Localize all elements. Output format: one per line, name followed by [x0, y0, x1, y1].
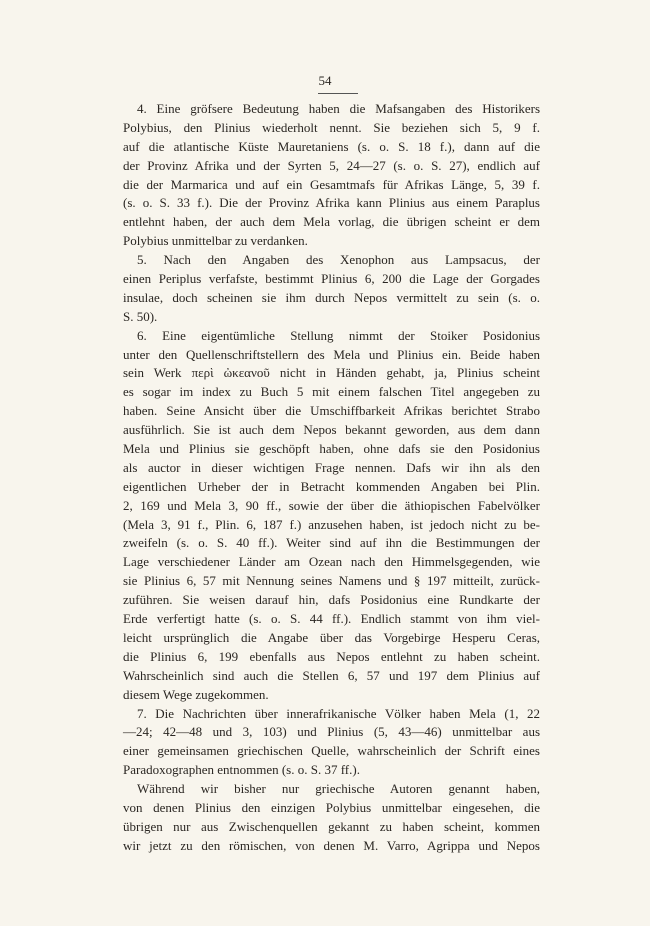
text-line: —24; 42—48 und 3, 103) und Plinius (5, 43—46) unmittelbar aus [123, 724, 540, 740]
text-line: 2, 169 und Mela 3, 90 ff., sowie der über die äthiopischen Fabelvölker [123, 497, 540, 513]
text-line: unter den Quellenschriftstellern des Mela und Plinius ein. Beide haben [123, 346, 540, 362]
text-line: wir jetzt zu den römischen, von denen M. Varro, Agrippa und Nepos [123, 837, 540, 853]
text-line: leicht ursprünglich die Angabe über das Vorgebirge Hesperu Ceras, [123, 629, 540, 645]
text-line: von denen Plinius den einzigen Polybius unmittelbar eingesehen, die [123, 799, 540, 815]
page-number: 54 [318, 73, 332, 88]
text-line: einen Periplus verfafste, bestimmt Plinius 6, 200 die Lage der Gorgades [123, 271, 540, 287]
text-line: ausführlich. Sie ist auch dem Nepos bekannt geworden, aus dem dann [123, 422, 540, 438]
body-text [123, 100, 540, 856]
text-line: 6. Eine eigentümliche Stellung nimmt der Stoiker Posidonius [137, 327, 540, 343]
text-line: die der Marmarica und auf ein Gesamtmafs für Afrikas Länge, 5, 39 f. [123, 176, 540, 192]
text-line: haben. Seine Ansicht über die Umschiffbarkeit Afrikas berichtet Strabo [123, 403, 540, 419]
text-line: zuführen. Sie weisen darauf hin, dafs Posidonius eine Rundkarte der [123, 592, 540, 608]
text-line: Paradoxographen entnommen (s. o. S. 37 ff.). [123, 762, 360, 778]
text-line: S. 50). [123, 308, 158, 324]
text-line: eigentlichen Urheber der in Betracht kommenden Angaben bei Plin. [123, 478, 540, 494]
text-line: sie Plinius 6, 57 mit Nennung seines Namens und § 197 mitteilt, zurück- [123, 573, 540, 589]
text-line: die Plinius 6, 199 ebenfalls aus Nepos entlehnt zu haben scheint. [123, 648, 540, 664]
text-line: Lage verschiedener Länder am Ozean nach den Himmelsgegenden, wie [123, 554, 540, 570]
text-line: (s. o. S. 33 f.). Die der Provinz Afrika kann Plinius aus einem Paraplus [123, 195, 540, 211]
text-line: entlehnt haben, der auch dem Mela vorlag, die übrigen scheint er dem [123, 214, 540, 230]
text-line: 7. Die Nachrichten über innerafrikanische Völker haben Mela (1, 22 [137, 705, 540, 721]
text-line: auf die atlantische Küste Mauretaniens (s. o. S. 18 f.), dann auf die [123, 138, 540, 154]
text-line: Polybius unmittelbar zu verdanken. [123, 233, 308, 249]
text-line: 5. Nach den Angaben des Xenophon aus Lampsacus, der [137, 252, 540, 268]
text-line: insulae, doch scheinen sie ihm durch Nepos vermittelt zu sein (s. o. [123, 289, 540, 305]
text-line: übrigen nur aus Zwischenquellen gekannt zu haben scheint, kommen [123, 818, 540, 834]
text-line: es sogar im index zu Buch 5 mit einem falschen Titel angegeben zu [123, 384, 540, 400]
text-line: der Provinz Afrika und der Syrten 5, 24—27 (s. o. S. 27), endlich auf [123, 157, 540, 173]
text-line: Mela und Plinius sie geschöpft haben, ohne dafs sie den Posidonius [123, 441, 540, 457]
text-line: Erde verfertigt hatte (s. o. S. 44 ff.). Endlich stammt von ihm viel- [123, 611, 540, 627]
text-line: Während wir bisher nur griechische Autoren genannt haben, [137, 781, 540, 797]
text-line: (Mela 3, 91 f., Plin. 6, 187 f.) anzusehen haben, ist jedoch nicht zu be- [123, 516, 540, 532]
text-line: sein Werk περὶ ὠκεανοῦ nicht in Händen gehabt, ja, Plinius scheint [123, 365, 540, 381]
text-line: diesem Wege zugekommen. [123, 686, 269, 702]
text-line: als auctor in dieser wichtigen Frage nennen. Dafs wir ihn als den [123, 459, 540, 475]
text-line: zweifeln (s. o. S. 40 ff.). Weiter sind auf ihn die Bestimmungen der [123, 535, 540, 551]
page-number-rule [318, 93, 358, 94]
text-line: einer gemeinsamen griechischen Quelle, wahrscheinlich der Schrift eines [123, 743, 540, 759]
text-line: Wahrscheinlich sind auch die Stellen 6, 57 und 197 dem Plinius auf [123, 667, 540, 683]
text-line: Polybius, den Plinius wiederholt nennt. Sie beziehen sich 5, 9 f. [123, 119, 540, 135]
text-line: 4. Eine gröfsere Bedeutung haben die Mafsangaben des Historikers [137, 101, 540, 116]
